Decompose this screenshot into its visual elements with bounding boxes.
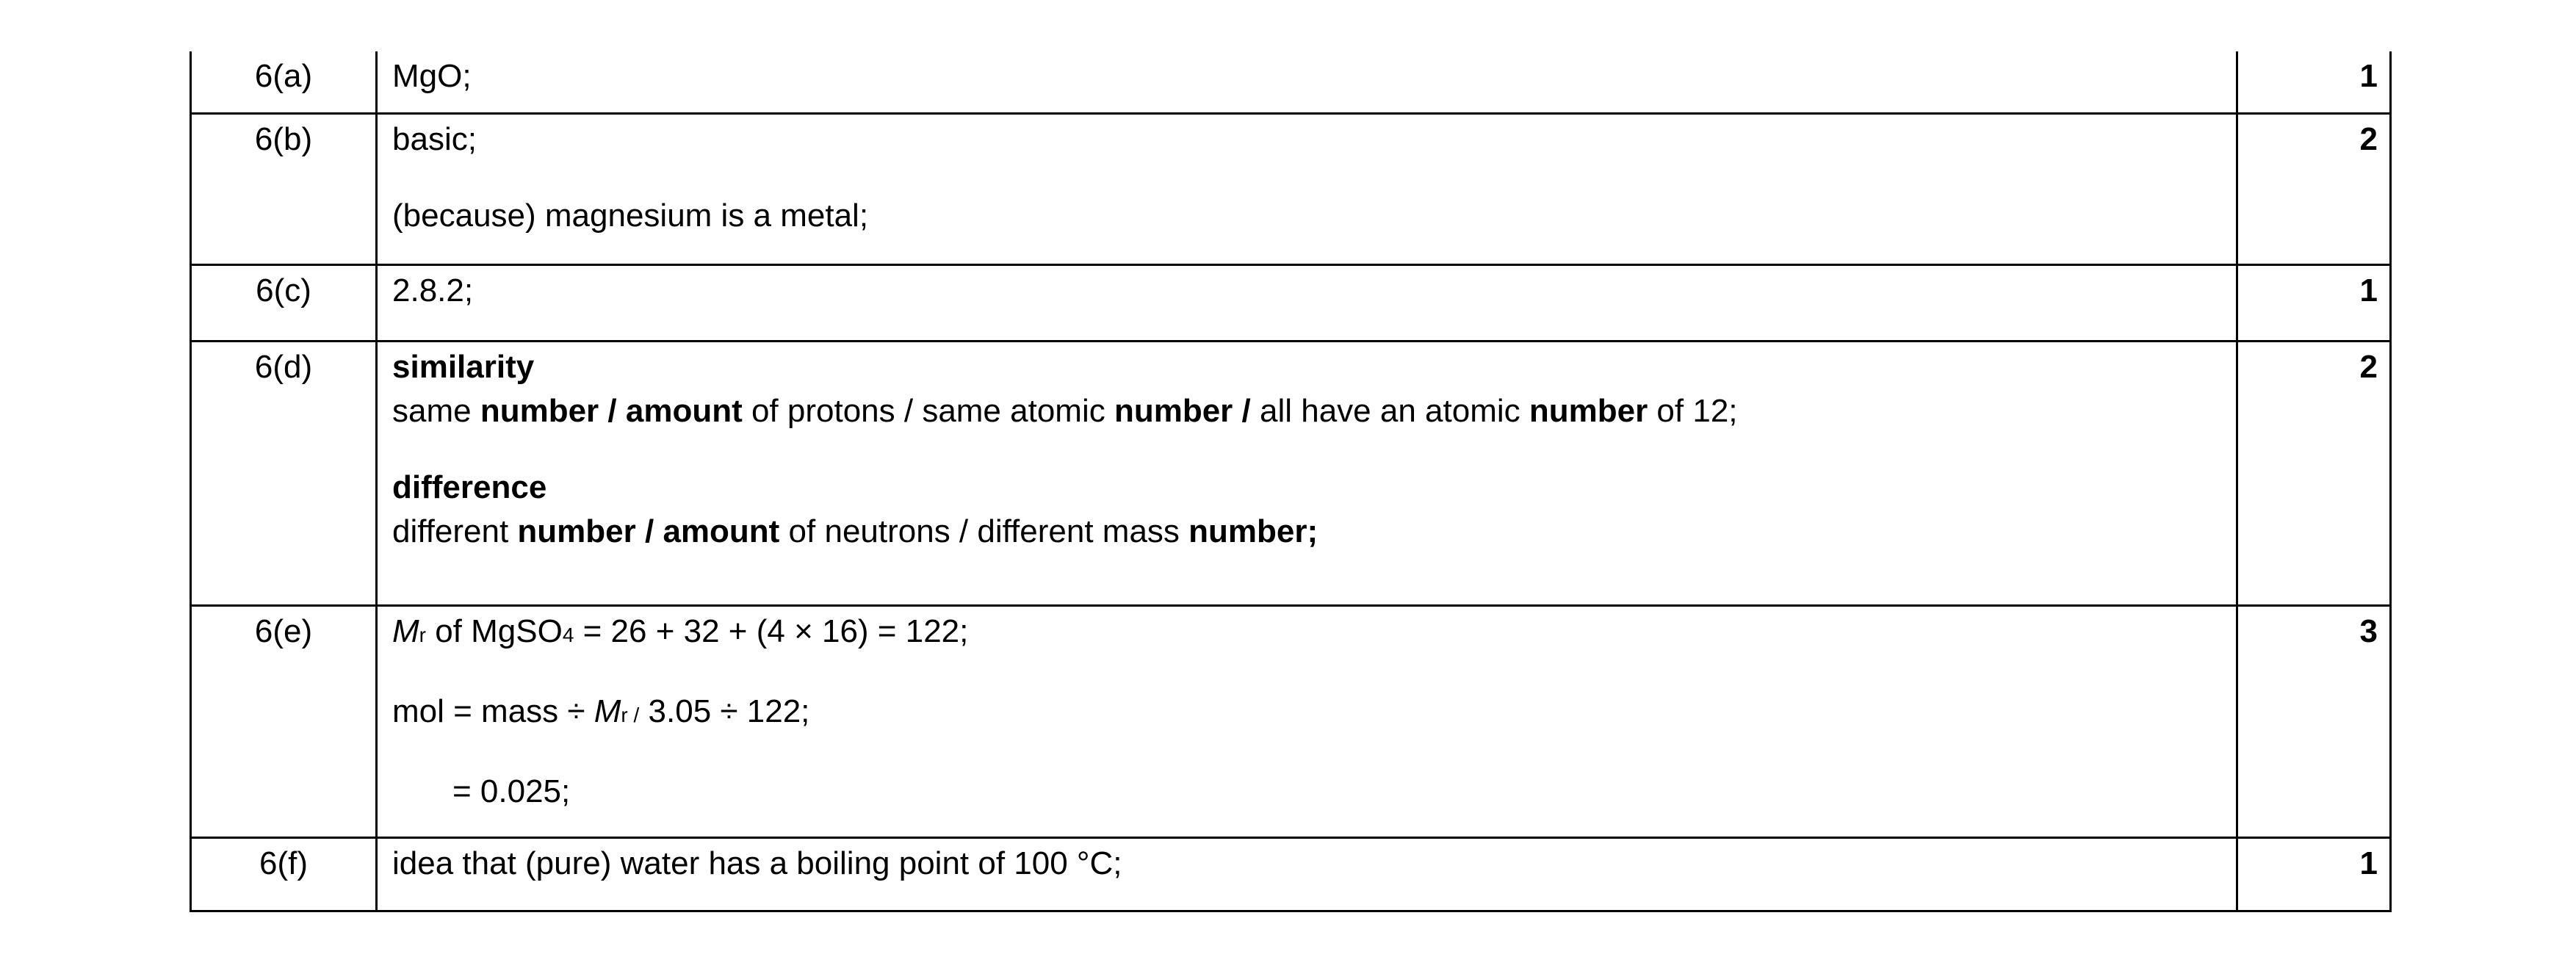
answer-cell — [377, 113, 2237, 264]
text-run: of protons / same atomic — [742, 392, 1114, 429]
question-number: 6(d) — [191, 341, 377, 605]
answer-cell — [377, 837, 2237, 911]
marks-value: 1 — [2237, 837, 2391, 911]
bold-run: number / amount — [480, 392, 743, 429]
bold-run: number / — [1114, 392, 1251, 429]
marks-value: 1 — [2237, 51, 2391, 113]
heading-text: difference — [392, 469, 547, 505]
answer-text: idea that (pure) water has a boiling point of 100 °C; — [392, 845, 1122, 881]
table-row — [191, 605, 2391, 837]
text-run: different — [392, 513, 518, 549]
answer-text: basic; — [392, 120, 477, 157]
bold-run: number — [1529, 392, 1648, 429]
italic-symbol: M — [392, 613, 419, 649]
table-row — [191, 264, 2391, 341]
text-run: mol = mass ÷ — [392, 693, 594, 729]
question-number: 6(b) — [191, 113, 377, 264]
table-row — [191, 113, 2391, 264]
answer-cell — [377, 341, 2237, 605]
question-number: 6(e) — [191, 605, 377, 837]
calculation-line: = 0.025; — [452, 773, 571, 809]
question-number: 6(c) — [191, 264, 377, 341]
question-number: 6(f) — [191, 837, 377, 911]
subscript: r / — [621, 703, 640, 726]
answer-cell — [377, 51, 2237, 113]
subscript: 4 — [562, 623, 574, 646]
answer-cell — [377, 605, 2237, 837]
text-run: of neutrons / different mass — [779, 513, 1189, 549]
answer-text: MgO; — [392, 58, 472, 94]
text-run: all have an atomic — [1250, 392, 1529, 429]
italic-symbol: M — [594, 693, 621, 729]
answer-cell — [377, 264, 2237, 341]
text-run: of MgSO — [425, 613, 563, 649]
bold-run: number / amount — [517, 513, 780, 549]
calculation-line — [392, 690, 2221, 737]
difference-text — [392, 510, 2221, 554]
similarity-text — [392, 389, 2221, 433]
text-run: of 12; — [1648, 392, 1738, 429]
difference-heading — [392, 466, 2221, 510]
subscript: r — [419, 623, 426, 646]
table-row — [191, 341, 2391, 605]
similarity-heading — [392, 345, 2221, 389]
marks-value: 1 — [2237, 264, 2391, 341]
calculation-line — [392, 610, 2221, 657]
heading-text: similarity — [392, 348, 535, 385]
answer-text: (because) magnesium is a metal; — [392, 197, 869, 234]
mark-scheme-table — [190, 51, 2392, 912]
table-row — [191, 51, 2391, 113]
text-run: same — [392, 392, 480, 429]
question-number: 6(a) — [191, 51, 377, 113]
marks-value: 2 — [2237, 113, 2391, 264]
bold-run: number; — [1188, 513, 1318, 549]
text-run: 3.05 ÷ 122; — [639, 693, 810, 729]
table-row — [191, 837, 2391, 911]
text-run: = 26 + 32 + (4 × 16) = 122; — [574, 613, 969, 649]
marks-value: 3 — [2237, 605, 2391, 837]
marks-value: 2 — [2237, 341, 2391, 605]
answer-text: 2.8.2; — [392, 272, 474, 308]
